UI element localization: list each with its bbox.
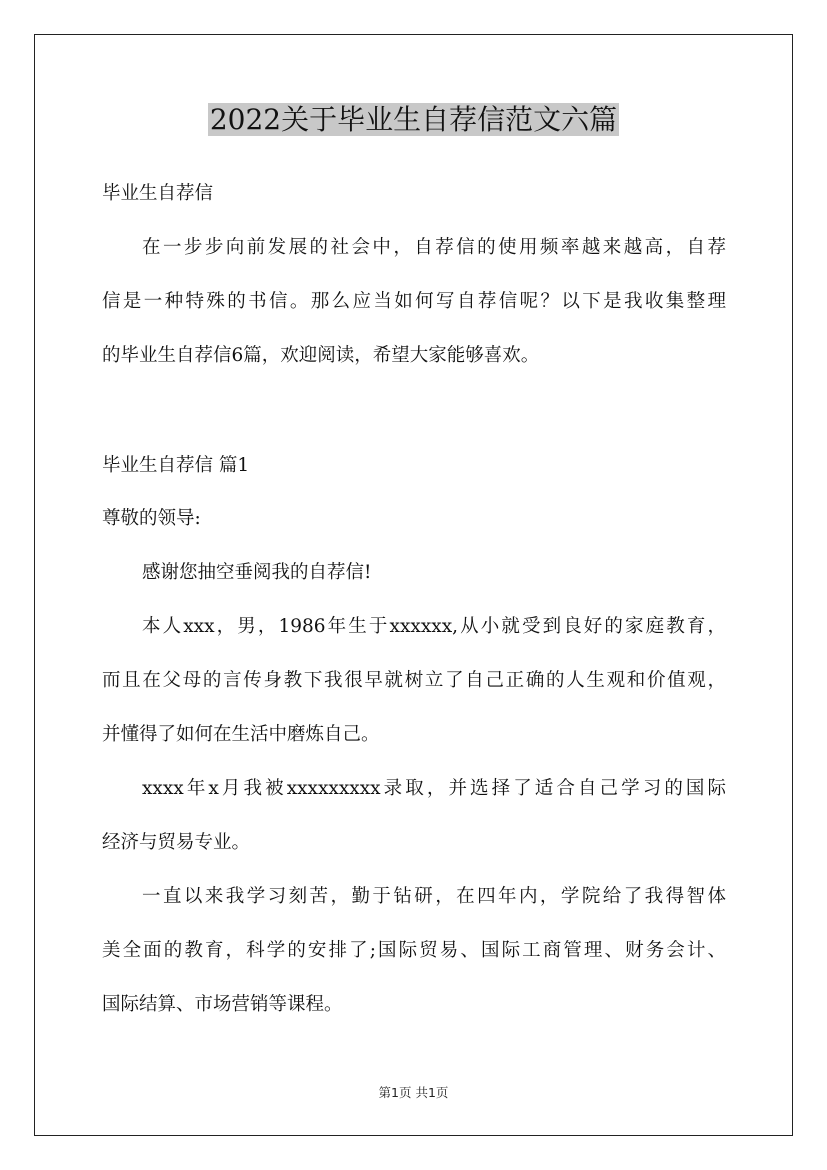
paragraph-line: 本人xxx，男，1986年生于xxxxxx,从小就受到良好的家庭教育， (142, 616, 726, 637)
paragraph-line: xxxx年x月我被xxxxxxxxx录取，并选择了适合自己学习的国际 (142, 778, 726, 799)
section-heading: 毕业生自荐信 篇1 (102, 455, 250, 476)
paragraph-line: 国际结算、市场营销等课程。 (102, 994, 343, 1015)
section-heading: 毕业生自荐信 (102, 183, 214, 204)
document-title: 2022关于毕业生自荐信范文六篇 (209, 103, 618, 136)
salutation: 尊敬的领导: (102, 508, 201, 529)
document-title-wrap (0, 100, 827, 140)
paragraph-line: 信是一种特殊的书信。那么应当如何写自荐信呢？以下是我收集整理 (102, 291, 726, 312)
paragraph-line: 一直以来我学习刻苦，勤于钻研，在四年内，学院给了我得智体 (142, 886, 726, 907)
page-footer: 第1页 共1页 (378, 1085, 449, 1100)
paragraph-line: 美全面的教育，科学的安排了;国际贸易、国际工商管理、财务会计、 (102, 940, 726, 961)
paragraph-line: 而且在父母的言传身教下我很早就树立了自己正确的人生观和价值观， (102, 670, 726, 691)
paragraph-line: 经济与贸易专业。 (102, 832, 251, 853)
paragraph-line: 在一步步向前发展的社会中，自荐信的使用频率越来越高，自荐 (142, 237, 726, 258)
paragraph-line: 感谢您抽空垂阅我的自荐信! (142, 562, 372, 583)
paragraph-line: 的毕业生自荐信6篇，欢迎阅读，希望大家能够喜欢。 (102, 345, 540, 366)
paragraph-line: 并懂得了如何在生活中磨炼自己。 (102, 724, 380, 745)
